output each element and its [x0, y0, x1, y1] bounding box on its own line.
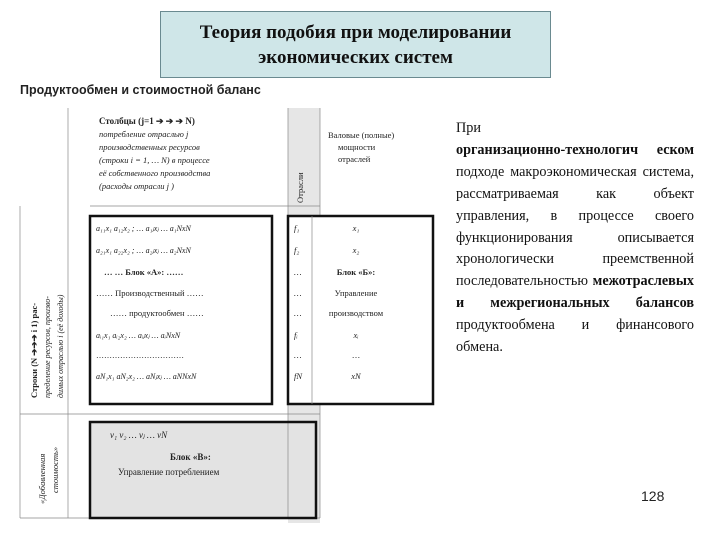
figure-heading: Продуктообмен и стоимостной баланс: [20, 83, 261, 97]
columns-line1: Столбцы (j=1 ➔ ➔ ➔ N): [99, 116, 195, 126]
a-row1: a₁₁x₁ a₁₂x₂ ; … a₁ⱼxⱼ … a₁NxN: [96, 224, 191, 233]
x-value: …: [351, 350, 361, 360]
columns-line4: (строки i = 1, … N) в процессе: [99, 155, 210, 165]
text-p2-bold: организационно-технологич еском: [456, 141, 694, 158]
slide-title-line1: Теория подобия при моделировании: [199, 21, 512, 43]
x-value: Управление: [334, 288, 378, 298]
f-value: fN: [294, 371, 303, 381]
a-row2: a₂₁x₁ a₂₂x₂ ; … a₂ⱼxⱼ … a₂NxN: [96, 246, 191, 255]
a-row6: aᵢ₁x₁ aᵢ₂x₂ … aᵢⱼxⱼ … aᵢNxN: [96, 331, 181, 340]
rows-line2: пределение ресурсов, произво-: [43, 296, 52, 398]
f-value: …: [294, 267, 302, 277]
f-value: f₁: [294, 223, 300, 233]
body-text: [456, 118, 694, 359]
slide-title-line2: экономических систем: [258, 46, 453, 68]
page-number: 128: [641, 488, 665, 504]
text-p1: При: [456, 120, 481, 136]
x-value: xᵢ: [353, 330, 359, 340]
v-row: v₁ v₂ … vⱼ … vN: [110, 430, 168, 440]
added-line2: стоимость»: [50, 446, 60, 493]
balance-figure: [20, 108, 395, 523]
columns-line6: (расходы отрасли j ): [99, 181, 174, 191]
columns-line2: потребление отраслью j: [99, 129, 189, 139]
gross-line2: мощности: [338, 142, 376, 152]
f-value: …: [294, 350, 302, 360]
a-row7: ……………………………: [96, 351, 184, 360]
gross-line1: Валовые (полные): [328, 130, 395, 140]
rows-line3: димых отраслью i (её доходы): [56, 294, 65, 398]
a-row3: … … Блок «А»: ……: [104, 267, 184, 277]
f-value: …: [294, 308, 302, 318]
f-value: fᵢ: [294, 330, 298, 340]
rows-line1: Строки (N ➔➔➔ i 1) рас-: [29, 302, 39, 398]
f-value: f₂: [294, 245, 300, 255]
a-row4: …… Производственный ……: [96, 288, 204, 298]
x-value: x₂: [352, 245, 360, 255]
columns-line3: производственных ресурсов: [99, 142, 200, 152]
x-value: Блок «Б»:: [336, 267, 376, 277]
gross-line3: отраслей: [338, 154, 371, 164]
slide-title: [160, 11, 551, 78]
text-p4-bold: межотраслевых и межрегиональных балансов: [456, 273, 694, 312]
f-value: …: [294, 288, 302, 298]
x-value: x₁: [352, 223, 360, 233]
x-value: производством: [328, 308, 384, 318]
text-p3: подходе макроэкономическая система, рассматриваемая как объект управления, в процессе своего функционирования описывается хронологически преемственной последовательностью: [456, 163, 694, 290]
columns-line5: её собственного производства: [99, 168, 211, 178]
text-p5: продуктообмена и финансового обмена.: [456, 317, 694, 356]
a-row5: …… продуктообмен ……: [110, 308, 204, 318]
block-v-label: Блок «В»:: [170, 452, 211, 462]
x-value: xN: [351, 371, 361, 381]
output-header: Отрасли: [295, 172, 305, 203]
block-v-sub: Управление потреблением: [118, 467, 220, 477]
a-row8: aN₁x₁ aN₂x₂ … aNⱼxⱼ … aNNxN: [96, 372, 197, 381]
added-line1: «Добавленная: [37, 453, 47, 504]
